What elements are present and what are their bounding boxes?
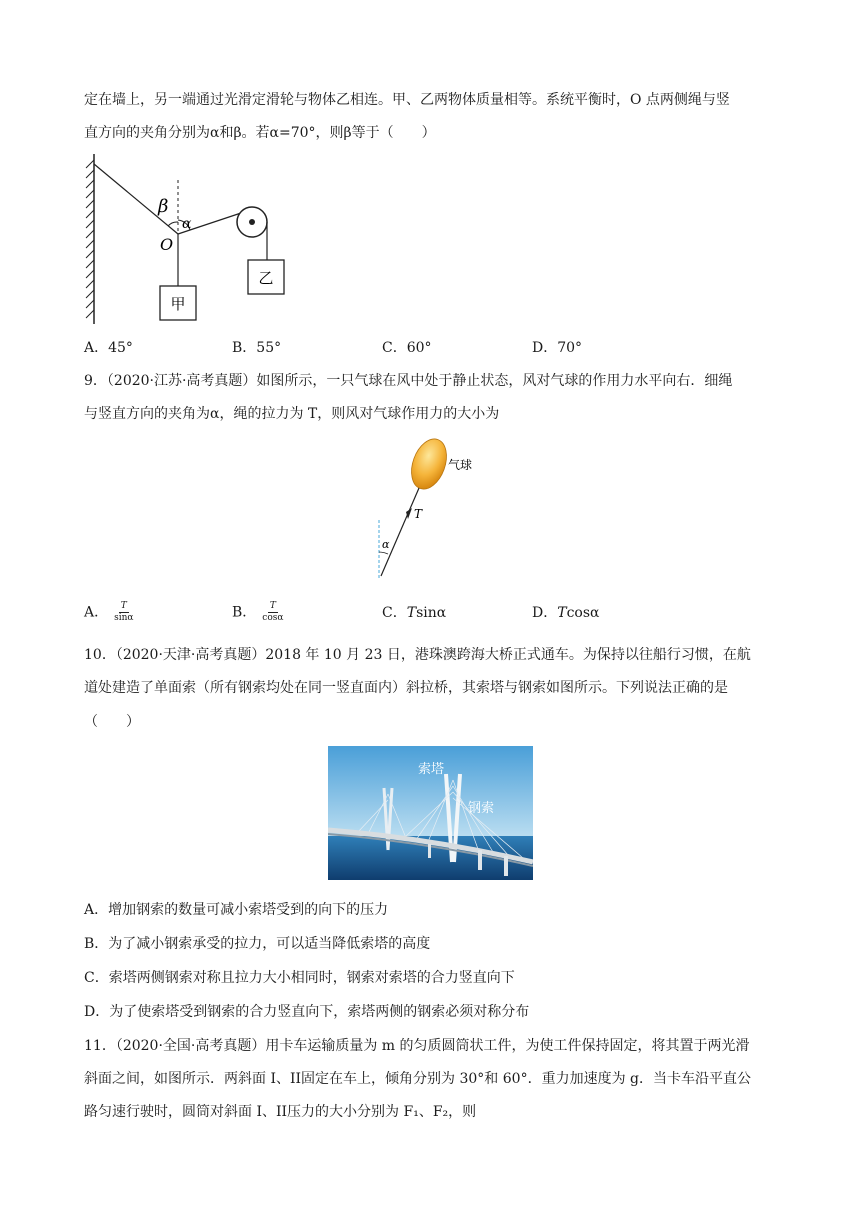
q10-text-line-3: （ ） — [84, 714, 140, 730]
fraction-t-over-sin: $\frac{T}{\sin\alpha}$ — [114, 601, 134, 623]
balloon-label: 气球 — [448, 458, 473, 472]
option-d-label: D． — [532, 605, 558, 621]
block-jia-label: 甲 — [170, 295, 186, 313]
q8-option-d[interactable]: D．70° — [532, 340, 583, 356]
q10-text-line-2: 道处建造了单面索（所有钢索均处在同一竖直面内）斜拉桥，其索塔与钢索如图所示。下列说法正确的是 — [84, 680, 728, 696]
q9-option-a[interactable] — [84, 601, 136, 624]
q10-option-c[interactable]: C．索塔两侧钢索对称且拉力大小相同时，钢索对索塔的合力竖直向下 — [84, 970, 515, 986]
q8-text-line-1: 定在墙上，另一端通过光滑定滑轮与物体乙相连。甲、乙两物体质量相等。系统平衡时，O 点两侧绳与竖 — [84, 92, 730, 108]
q10-option-d[interactable]: D．为了使索塔受到钢索的合力竖直向下，索塔两侧的钢索必须对称分布 — [84, 1004, 530, 1020]
block-yi-label: 乙 — [258, 269, 274, 287]
q8-option-b[interactable]: B．55° — [232, 340, 282, 356]
q11-text-line-1: 11．（2020·全国·高考真题）用卡车运输质量为 m 的匀质圆筒状工件，为使工件保持固定，将其置于两光滑 — [84, 1038, 750, 1054]
q8-option-c[interactable]: C．60° — [382, 340, 432, 356]
option-a-label: A． — [84, 604, 109, 621]
option-c-label: C． — [382, 605, 407, 621]
point-o-label: O — [160, 235, 174, 254]
q8-option-a[interactable]: A．45° — [84, 340, 133, 356]
q9-balloon-diagram — [370, 434, 480, 580]
beta-label: β — [158, 196, 169, 217]
q10-text-line-1: 10．（2020·天津·高考真题）2018 年 10 月 23 日，港珠澳跨海大桥正式通车。为保持以往船行习惯，在航 — [84, 647, 751, 663]
q9-text-line-2: 与竖直方向的夹角为α，绳的拉力为 T，则风对气球作用力的大小为 — [84, 406, 500, 422]
q11-text-line-2: 斜面之间，如图所示．两斜面 I、II固定在车上，倾角分别为 30°和 60°．重力加速度为 g．当卡车沿平直公 — [84, 1071, 751, 1087]
q10-option-a[interactable]: A．增加钢索的数量可减小索塔受到的向下的压力 — [84, 902, 389, 918]
q9-option-b[interactable] — [232, 601, 285, 624]
tower-label: 索塔 — [418, 762, 445, 777]
q11-text-line-3: 路匀速行驶时，圆筒对斜面 I、II压力的大小分别为 F₁、F₂，则 — [84, 1104, 477, 1120]
q10-option-b[interactable]: B．为了减小钢索承受的拉力，可以适当降低索塔的高度 — [84, 936, 431, 952]
q9-text-line-1: 9．（2020·江苏·高考真题）如图所示，一只气球在风中处于静止状态，风对气球的作用力水平向右．细绳 — [84, 373, 733, 389]
cable-label: 钢索 — [468, 801, 495, 816]
tension-label: T — [414, 507, 423, 521]
bridge-photo — [328, 746, 533, 880]
alpha-angle-label: α — [382, 538, 390, 551]
option-b-label: B． — [232, 604, 257, 621]
q9-option-c[interactable]: C．Tsinα — [382, 605, 447, 621]
alpha-label: α — [182, 216, 192, 232]
q8-pulley-diagram — [76, 152, 296, 330]
q8-text-line-2: 直方向的夹角分别为α和β。若α=70°，则β等于（ ） — [84, 125, 436, 141]
q9-option-d[interactable]: D．Tcosα — [532, 605, 600, 621]
fraction-t-over-cos: $\frac{T}{\cos\alpha}$ — [262, 601, 284, 623]
